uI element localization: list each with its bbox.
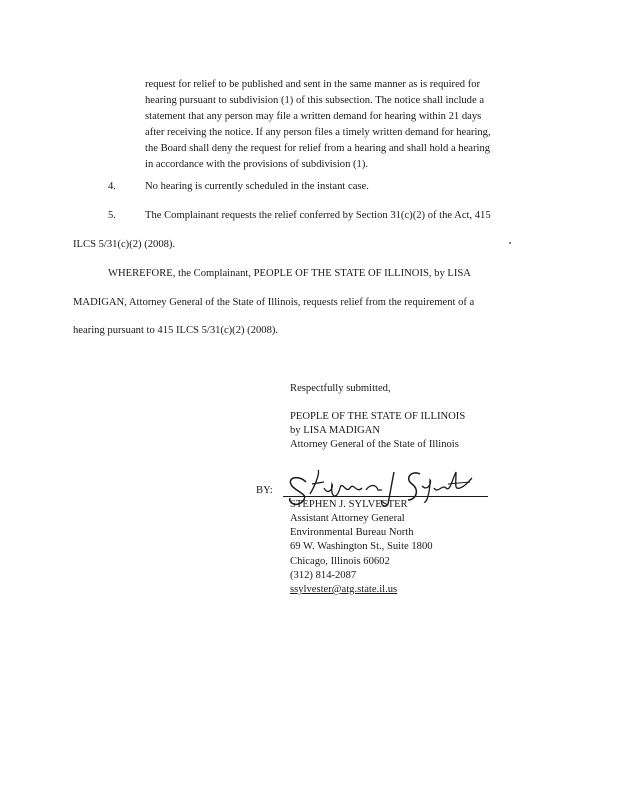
respectfully-submitted: Respectfully submitted, bbox=[290, 383, 391, 394]
quote-line: request for relief to be published and sent in the same manner as is required for bbox=[145, 79, 481, 90]
paragraph-4-number: 4. bbox=[108, 181, 116, 192]
quote-line: statement that any person may file a written demand for hearing within 21 days bbox=[145, 111, 482, 122]
signer-email-link[interactable]: ssylvester@atg.state.il.us bbox=[290, 584, 398, 595]
stray-mark bbox=[509, 242, 511, 244]
signer-city: Chicago, Illinois 60602 bbox=[290, 556, 390, 567]
wherefore-line: MADIGAN, Attorney General of the State of Illinois, requests relief from the requirement of a bbox=[73, 297, 475, 308]
wherefore-line: hearing pursuant to 415 ILCS 5/31(c)(2) (2008). bbox=[73, 325, 279, 336]
attorney-general-title: Attorney General of the State of Illinois bbox=[290, 439, 459, 450]
quote-line: hearing pursuant to subdivision (1) of this subsection. The notice shall include a bbox=[145, 95, 485, 106]
wherefore-line: WHEREFORE, the Complainant, PEOPLE OF THE STATE OF ILLINOIS, by LISA bbox=[108, 268, 471, 279]
paragraph-5-line: The Complainant requests the relief conferred by Section 31(c)(2) of the Act, 415 bbox=[145, 210, 491, 221]
signer-role: Assistant Attorney General bbox=[290, 513, 405, 524]
signature-line bbox=[283, 496, 488, 497]
signer-phone: (312) 814-2087 bbox=[290, 570, 357, 581]
signer-street: 69 W. Washington St., Suite 1800 bbox=[290, 541, 433, 552]
quote-line: after receiving the notice. If any person files a timely written demand for hearing, bbox=[145, 127, 491, 138]
by-line: by LISA MADIGAN bbox=[290, 425, 381, 436]
quote-line: the Board shall deny the request for relief from a hearing and shall hold a hearing bbox=[145, 143, 491, 154]
party-name: PEOPLE OF THE STATE OF ILLINOIS bbox=[290, 411, 466, 422]
signature-text: Stephen J. Sylvester bbox=[280, 466, 289, 467]
paragraph-5-line: ILCS 5/31(c)(2) (2008). bbox=[73, 239, 176, 250]
signer-name: STEPHEN J. SYLVESTER bbox=[290, 499, 408, 510]
paragraph-4-text: No hearing is currently scheduled in the instant case. bbox=[145, 181, 369, 192]
paragraph-5-number: 5. bbox=[108, 210, 116, 221]
by-label: BY: bbox=[256, 485, 273, 496]
quote-line: in accordance with the provisions of subdivision (1). bbox=[145, 159, 369, 170]
signer-bureau: Environmental Bureau North bbox=[290, 527, 414, 538]
